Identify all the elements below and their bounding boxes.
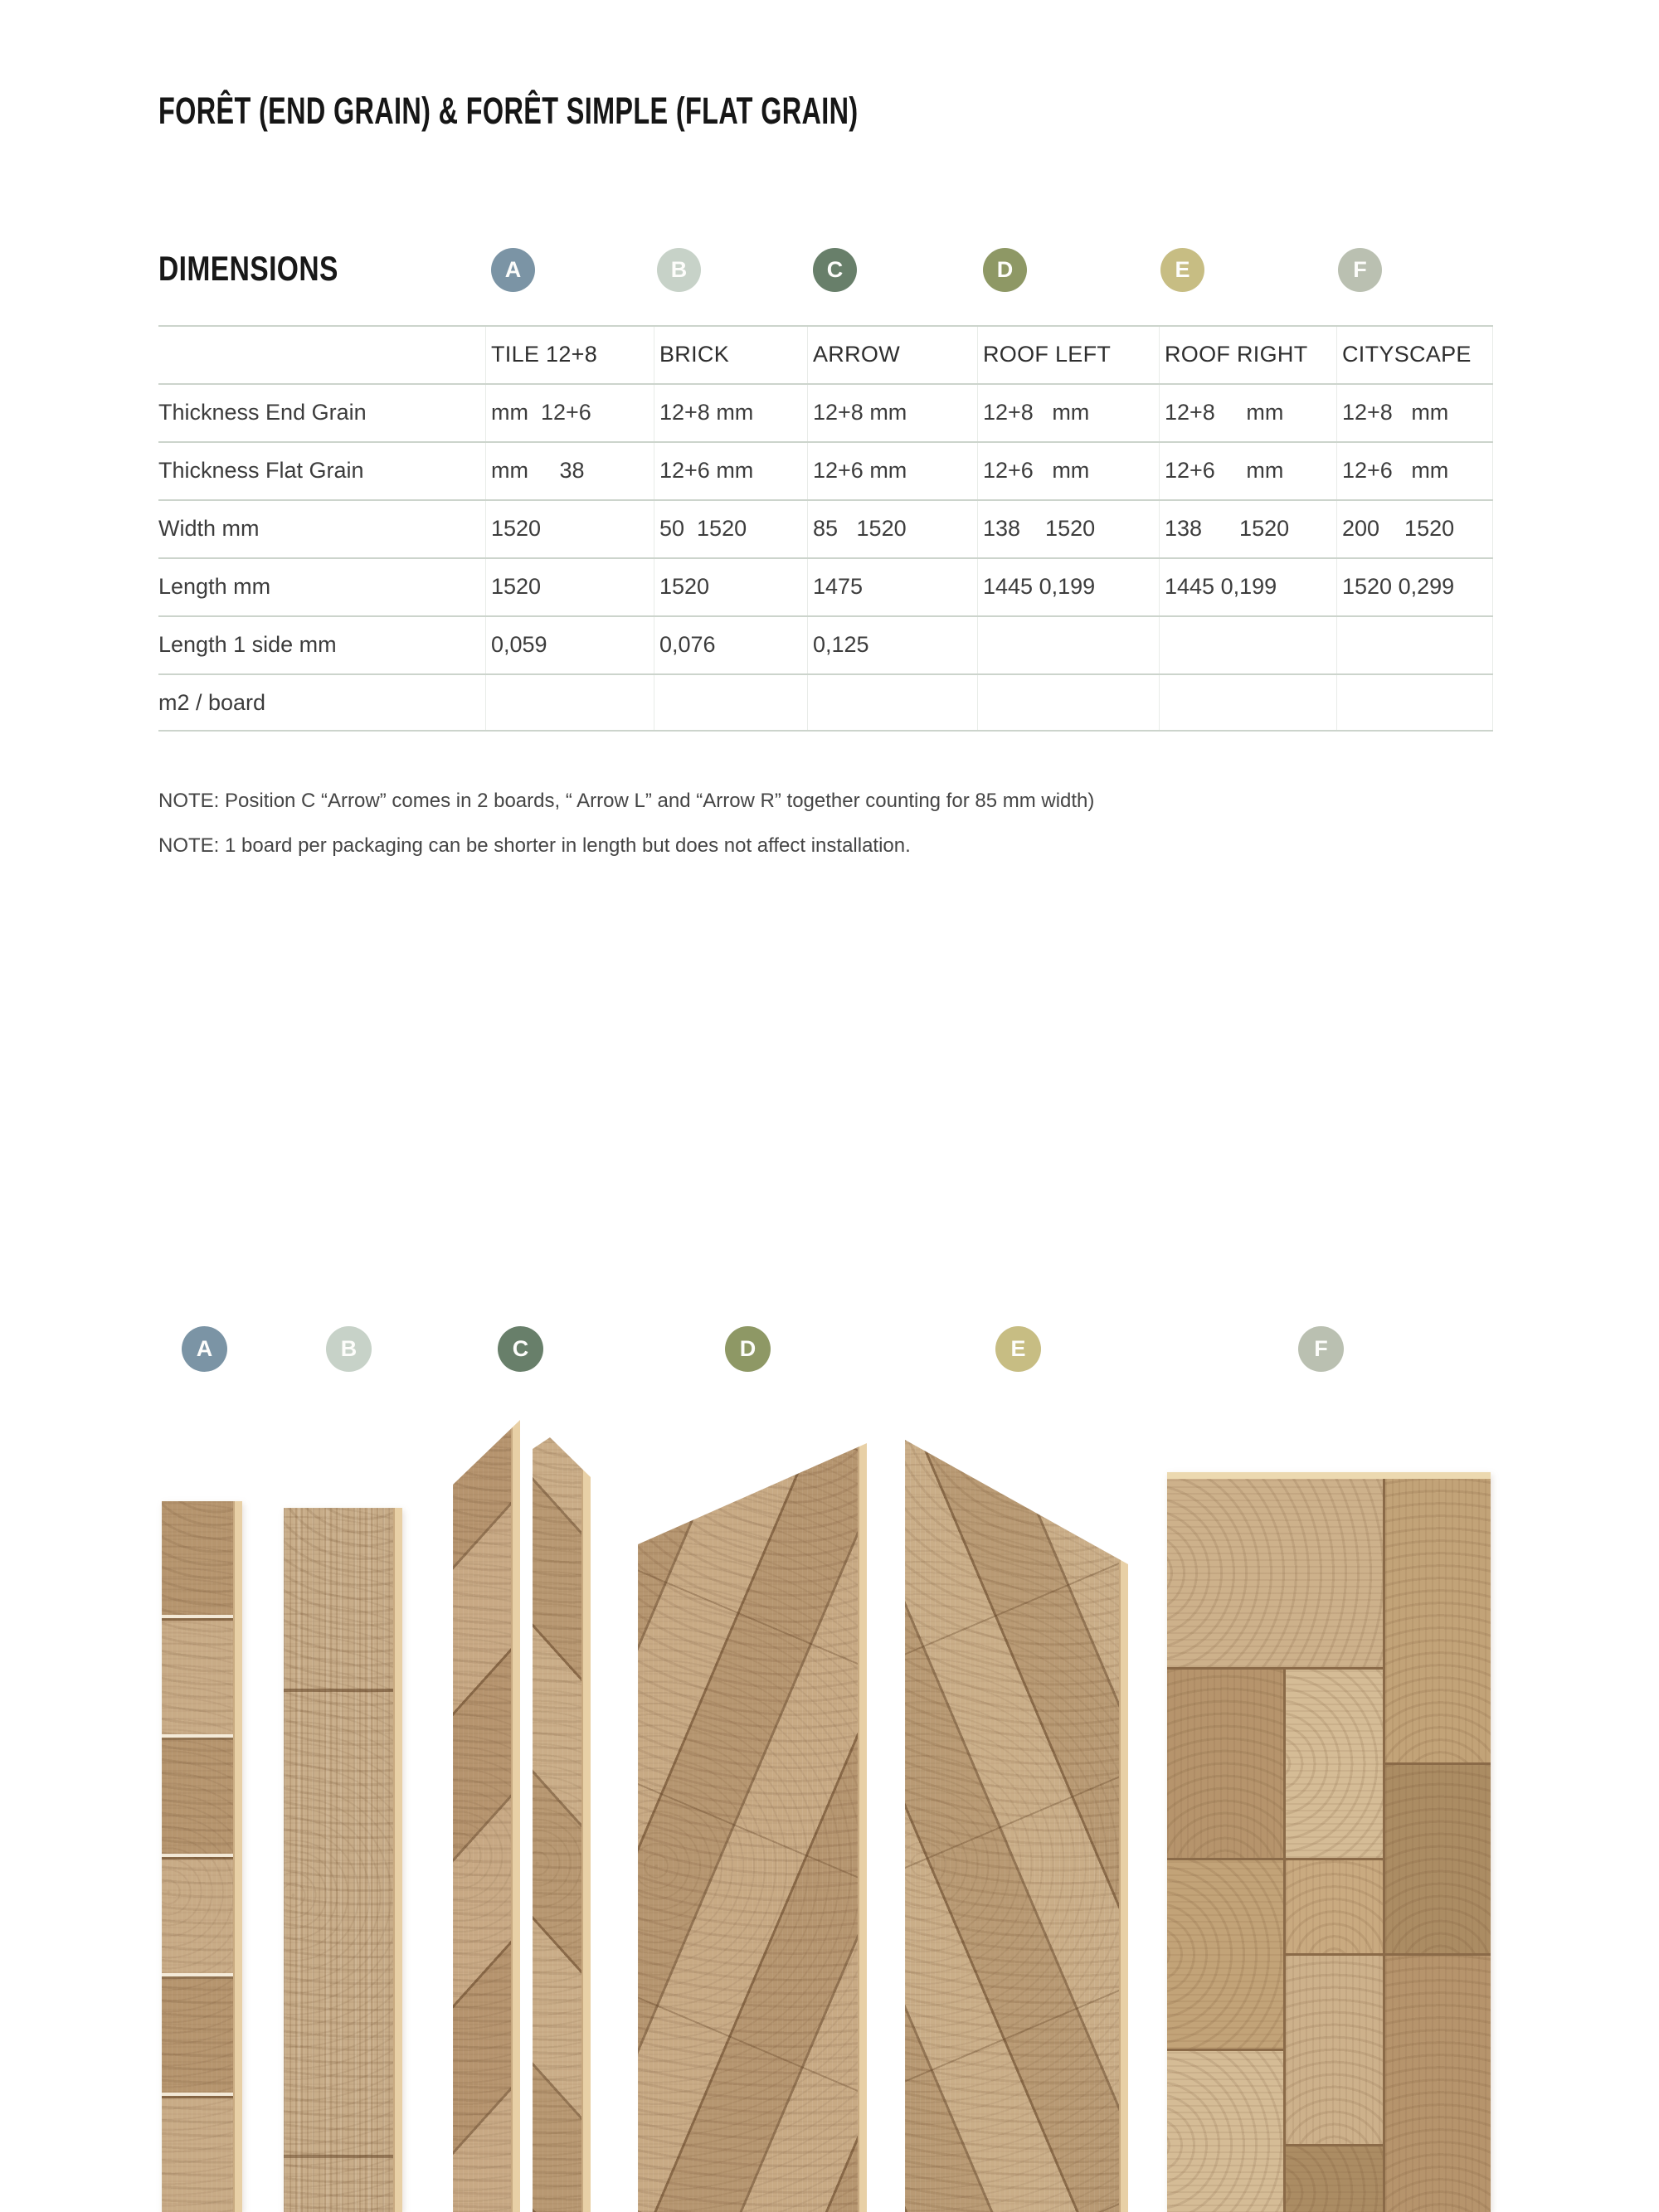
sample-board-cityscape (1167, 1472, 1491, 2212)
table-cell: 1445 0,199 (977, 559, 1159, 615)
dimensions-heading: DIMENSIONS (158, 249, 338, 288)
table-cell: 1520 (485, 501, 654, 557)
table-row (158, 615, 1493, 673)
sample-circle-c: C (498, 1326, 543, 1372)
table-cell: 1445 0,199 (1159, 559, 1336, 615)
header-empty-cell (158, 327, 485, 383)
board-edge-bevel (233, 1501, 242, 2212)
mosaic-block (1385, 1956, 1491, 2212)
table-cell: 12+6 mm (1159, 443, 1336, 499)
sample-board-arrow-right (533, 1437, 591, 2212)
table-cell (1336, 617, 1493, 673)
note-packaging: NOTE: 1 board per packaging can be shorter in length but does not affect installation. (158, 834, 911, 857)
sample-circle-f: F (1298, 1326, 1344, 1372)
page-title: FORÊT (END GRAIN) & FORÊT SIMPLE (FLAT GRAIN) (158, 90, 859, 132)
wood-joints (162, 1501, 242, 2212)
sample-circle-a: A (182, 1326, 227, 1372)
table-row (158, 383, 1493, 441)
table-cell (1159, 675, 1336, 730)
header-roof-right: ROOF RIGHT (1159, 327, 1336, 383)
cityscape-mosaic (1167, 1479, 1491, 2212)
table-row (158, 499, 1493, 557)
mosaic-block (1286, 2146, 1383, 2212)
dimensions-table (158, 325, 1493, 732)
row-label: Thickness Flat Grain (158, 458, 364, 483)
column-circle-c: C (813, 248, 857, 292)
table-cell: 12+6 mm (977, 443, 1159, 499)
sample-circle-e: E (995, 1326, 1041, 1372)
header-tile: TILE 12+8 (485, 327, 654, 383)
header-cityscape: CITYSCAPE (1336, 327, 1493, 383)
table-cell: 12+6 mm (807, 443, 977, 499)
column-circle-b: B (657, 248, 701, 292)
board-edge-bevel (393, 1508, 402, 2212)
table-cell: 12+8 mm (1159, 385, 1336, 441)
sample-board-brick (284, 1508, 402, 2212)
row-label: m2 / board (158, 690, 266, 715)
table-cell: mm 38 (485, 443, 654, 499)
header-brick: BRICK (654, 327, 807, 383)
note-arrow-boards: NOTE: Position C “Arrow” comes in 2 boards, “ Arrow L” and “Arrow R” together counting for 85 mm width) (158, 790, 1095, 812)
table-cell (1336, 675, 1493, 730)
table-cell: 200 1520 (1336, 501, 1493, 557)
board-edge-bevel (1119, 1440, 1128, 2212)
wood-joints (638, 1443, 867, 2212)
board-top-bevel (1167, 1472, 1491, 1479)
table-cell: 138 1520 (977, 501, 1159, 557)
table-cell: 0,059 (485, 617, 654, 673)
table-header-row (158, 325, 1493, 383)
table-cell (977, 675, 1159, 730)
table-cell: mm 12+6 (485, 385, 654, 441)
sample-board-roof-right (905, 1440, 1128, 2212)
mosaic-block (1167, 2051, 1283, 2212)
sample-circle-b: B (326, 1326, 372, 1372)
table-row (158, 673, 1493, 732)
header-roof-left: ROOF LEFT (977, 327, 1159, 383)
board-edge-bevel (581, 1437, 591, 2212)
wood-joints (453, 1420, 520, 2212)
table-cell: 12+8 mm (807, 385, 977, 441)
table-cell: 0,125 (807, 617, 977, 673)
table-cell: 1520 (654, 559, 807, 615)
table-cell (1159, 617, 1336, 673)
table-cell (485, 675, 654, 730)
table-cell (654, 675, 807, 730)
board-edge-bevel (511, 1420, 520, 2212)
mosaic-block (1385, 1765, 1491, 1953)
table-cell: 12+8 mm (654, 385, 807, 441)
table-cell (807, 675, 977, 730)
table-cell: 0,076 (654, 617, 807, 673)
table-cell: 50 1520 (654, 501, 807, 557)
table-row (158, 557, 1493, 615)
column-circle-a: A (491, 248, 535, 292)
sample-board-roof-left (638, 1443, 867, 2212)
board-edge-bevel (858, 1443, 867, 2212)
table-cell: 12+8 mm (1336, 385, 1493, 441)
mosaic-block (1286, 1860, 1383, 1953)
wood-joints (284, 1508, 402, 2212)
table-cell: 12+6 mm (654, 443, 807, 499)
sample-board-arrow-left (453, 1420, 520, 2212)
column-circle-f: F (1338, 248, 1382, 292)
row-label: Width mm (158, 516, 260, 541)
sample-circle-d: D (725, 1326, 771, 1372)
mosaic-block (1286, 1670, 1383, 1858)
table-cell: 1475 (807, 559, 977, 615)
row-label: Length mm (158, 574, 271, 599)
column-circle-d: D (983, 248, 1027, 292)
mosaic-block (1167, 1479, 1383, 1667)
sample-board-tile (162, 1501, 242, 2212)
table-cell: 1520 0,299 (1336, 559, 1493, 615)
table-row (158, 441, 1493, 499)
mosaic-block (1286, 1956, 1383, 2144)
row-label: Length 1 side mm (158, 632, 337, 657)
table-cell: 85 1520 (807, 501, 977, 557)
header-arrow: ARROW (807, 327, 977, 383)
wood-joints (905, 1440, 1128, 2212)
table-cell (977, 617, 1159, 673)
mosaic-block (1385, 1479, 1491, 1762)
mosaic-block (1167, 1860, 1283, 2049)
table-cell: 12+6 mm (1336, 443, 1493, 499)
table-cell: 1520 (485, 559, 654, 615)
table-cell: 138 1520 (1159, 501, 1336, 557)
mosaic-block (1167, 1670, 1283, 1858)
table-cell: 12+8 mm (977, 385, 1159, 441)
column-circle-e: E (1160, 248, 1204, 292)
row-label: Thickness End Grain (158, 400, 367, 425)
